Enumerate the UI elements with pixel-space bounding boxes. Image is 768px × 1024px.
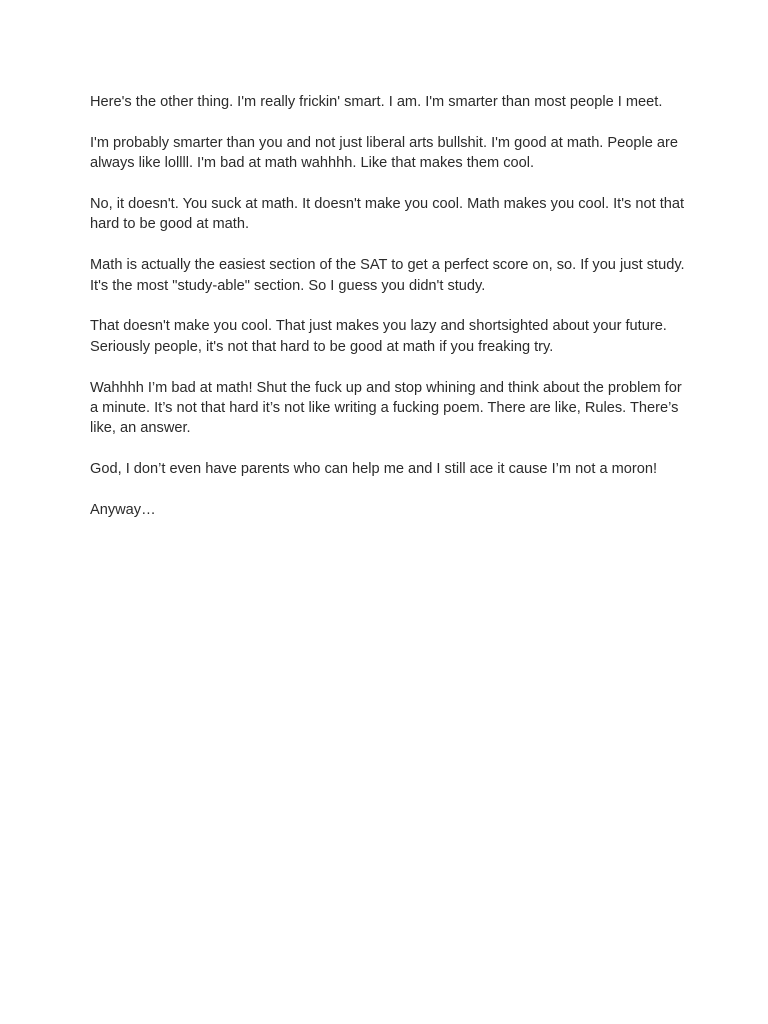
- paragraph-6: Wahhhh I’m bad at math! Shut the fuck up and stop whining and think about the problem for a minute. It’s not that hard it’s not like writing a fucking poem. There are like, Rules. There’s like, an answer.: [90, 379, 682, 437]
- paragraph-7: God, I don’t even have parents who can help me and I still ace it cause I’m not a moron!: [90, 461, 658, 478]
- paragraph-3: No, it doesn't. You suck at math. It doesn't make you cool. Math makes you cool. It's not that hard to be good at math.: [90, 196, 685, 233]
- paragraph-4: Math is actually the easiest section of the SAT to get a perfect score on, so. If you just study. It's the most "study-able" section. So I guess you didn't study.: [90, 257, 685, 294]
- paragraph-1: Here's the other thing. I'm really frickin' smart. I am. I'm smarter than most people I meet.: [90, 94, 663, 110]
- paragraph-2: I'm probably smarter than you and not just liberal arts bullshit. I'm good at math. People are always like lollll. I'm bad at math wahhhh. Like that makes them cool.: [90, 134, 679, 172]
- document-page: [90, 92, 690, 541]
- paragraph-8: Anyway…: [90, 502, 156, 519]
- paragraph-5: That doesn't make you cool. That just makes you lazy and shortsighted about your future. Seriously people, it's not that hard to be good at math if you freaking try.: [90, 318, 667, 355]
